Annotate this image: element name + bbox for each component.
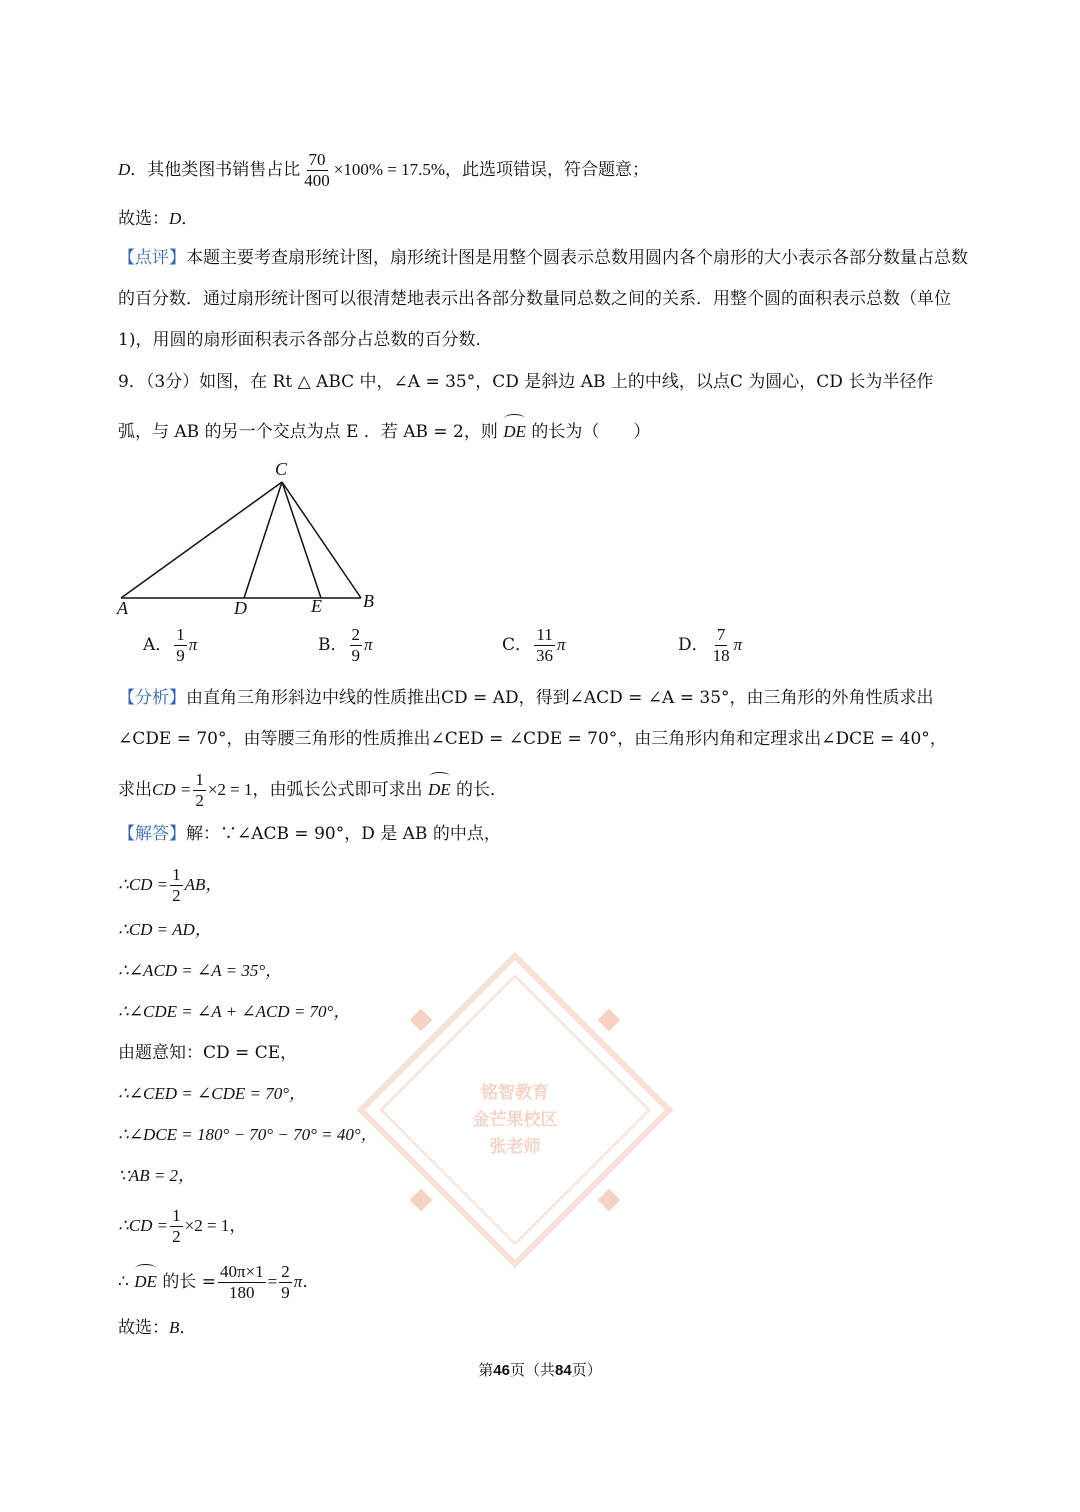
- arc-de-label: DE: [134, 1269, 157, 1295]
- option-label: D．: [678, 635, 709, 655]
- option-label: A．: [143, 635, 173, 655]
- analysis-line-1: [118, 685, 934, 711]
- fraction: [302, 150, 332, 191]
- option-label: C．: [502, 635, 533, 655]
- option-fraction: [534, 625, 555, 666]
- solution-step-2: ∴CD = AD，: [118, 920, 212, 939]
- pi-symbol: π: [188, 635, 198, 654]
- side-cb: [282, 482, 361, 598]
- fraction-denominator: 36: [536, 646, 554, 665]
- fraction-denominator: 9: [176, 646, 185, 665]
- equals-sign: =: [267, 1272, 278, 1291]
- solution-step-5: 由题意知：CD = CE，: [118, 1043, 298, 1063]
- question-text-end: 的长为（ ）: [531, 422, 651, 442]
- math: AB，: [184, 875, 223, 894]
- therefore-symbol: ∴: [118, 1272, 129, 1292]
- analysis-tag: 【分析】: [118, 688, 186, 708]
- watermark-text: [430, 1080, 600, 1161]
- footer-text: 页（共: [509, 1361, 555, 1379]
- option-text: ．其他类图书销售占比: [130, 160, 301, 180]
- fraction: [170, 865, 183, 906]
- arc-de-label: DE: [503, 419, 526, 445]
- fraction-numerator: 2: [351, 625, 360, 644]
- analysis-text: ×2 = 1，由弧长公式即可求出: [207, 780, 423, 799]
- solution-tag: 【解答】: [118, 824, 186, 844]
- answer-letter: B: [169, 1318, 180, 1337]
- solution-step-3: ∴∠ACD = ∠A = 35°，: [118, 961, 283, 980]
- fraction-numerator: 1: [176, 625, 185, 644]
- math: ×2 = 1，: [184, 1216, 247, 1235]
- analysis-line-3: [118, 770, 507, 811]
- question-text: 弧，与 AB 的另一个交点为点 E ．若 AB = 2，则: [118, 422, 498, 442]
- fraction-denominator: 18: [712, 646, 730, 665]
- fraction-numerator: 70: [308, 150, 326, 169]
- analysis-line-2: ∠CDE = 70°，由等腰三角形的性质推出∠CED = ∠CDE = 70°，由三角形内角和定理求出∠DCE = 40°，: [118, 729, 947, 749]
- solution-head: [118, 821, 501, 847]
- watermark-line: 张老师: [489, 1137, 541, 1157]
- fraction: [218, 1262, 266, 1303]
- pi-symbol: π: [364, 635, 373, 654]
- fraction-denominator: 180: [229, 1283, 255, 1302]
- fraction: [193, 770, 206, 811]
- watermark-line: 铭智教育: [481, 1083, 549, 1103]
- final-answer: [118, 1315, 196, 1341]
- previous-answer: [118, 206, 198, 232]
- segment-ce: [282, 482, 321, 598]
- fraction-numerator: 1: [195, 770, 204, 789]
- solution-step-8: ∵AB = 2，: [118, 1166, 196, 1185]
- fraction: [279, 1262, 292, 1303]
- fraction-numerator: 1: [172, 1206, 181, 1225]
- analysis-text: 由直角三角形斜边中线的性质推出CD = AD，得到∠ACD = ∠A = 35°，由三角形的外角性质求出: [186, 688, 934, 708]
- fraction-denominator: 400: [304, 171, 330, 190]
- total-pages: 84: [555, 1362, 572, 1379]
- answer-prefix: 故选：: [118, 209, 169, 229]
- percent-expression: ×100% = 17.5%: [333, 160, 446, 179]
- footer-text: 第: [478, 1361, 494, 1379]
- side-ac: [121, 482, 282, 598]
- option-fraction: [174, 625, 187, 666]
- fraction: [170, 1206, 183, 1247]
- solution-text: 解：∵∠ACB = 90°，D 是 AB 的中点，: [186, 824, 501, 844]
- analysis-text: 求出: [118, 780, 152, 800]
- triangle-figure: [110, 455, 400, 620]
- fraction-numerator: 7: [716, 625, 726, 644]
- watermark-line: 金芒果校区: [472, 1110, 558, 1130]
- question-line-1: 9．（3分）如图，在 Rt △ ABC 中，∠A = 35°，CD 是斜边 AB 上的中线，以点C 为圆心，CD 长为半径作: [118, 372, 934, 392]
- option-fraction: [711, 625, 732, 666]
- option-label: B．: [318, 635, 348, 655]
- fraction-denominator: 2: [195, 791, 204, 810]
- fraction-denominator: 2: [172, 1227, 181, 1246]
- label-b: B: [363, 591, 374, 611]
- option-c: [502, 625, 566, 666]
- arc-de-label: DE: [428, 777, 451, 803]
- page-number: 46: [493, 1362, 510, 1379]
- fraction-numerator: 11: [536, 625, 553, 644]
- option-d: [678, 625, 742, 666]
- solution-step-7: ∴∠DCE = 180° − 70° − 70° = 40°，: [118, 1125, 378, 1144]
- review-paragraph: [118, 238, 968, 361]
- solution-text: 的长 =: [162, 1272, 216, 1292]
- solution-step-6: ∴∠CED = ∠CDE = 70°，: [118, 1084, 307, 1103]
- fraction-denominator: 9: [351, 646, 360, 665]
- review-text: 本题主要考查扇形统计图，扇形统计图是用整个圆表示总数用圆内各个扇形的大小表示各部分数量占总数的百分数．通过扇形统计图可以很清楚地表示出各部分数量同总数之间的关系．用整个圆的面积表示总数（单位1)，用圆的扇形面积表示各部分占总数的百分数．: [118, 248, 968, 350]
- review-tag: 【点评】: [118, 248, 186, 268]
- answer-letter: D: [169, 209, 182, 228]
- answer-suffix: ．: [179, 1318, 197, 1338]
- answer-suffix: ．: [181, 209, 199, 229]
- option-letter: D: [118, 160, 131, 179]
- label-a: A: [117, 598, 128, 618]
- analysis-text-end: 的长．: [456, 780, 508, 800]
- solution-step-1: [118, 865, 222, 906]
- footer-text: 页）: [571, 1361, 602, 1379]
- option-fraction: [350, 625, 363, 666]
- fraction-denominator: 2: [172, 886, 181, 905]
- fraction-numerator: 2: [281, 1262, 290, 1281]
- page-footer: [0, 1359, 1080, 1380]
- label-e: E: [311, 596, 322, 616]
- option-b: [318, 625, 373, 666]
- answer-prefix: 故选：: [118, 1318, 169, 1338]
- option-conclusion: ，此选项错误，符合题意；: [445, 160, 650, 180]
- solution-step-9: [118, 1206, 246, 1247]
- fraction-numerator: 40π×1: [219, 1262, 264, 1281]
- solution-step-4: ∴∠CDE = ∠A + ∠ACD = 70°，: [118, 1002, 351, 1021]
- math: ∴CD =: [118, 1216, 169, 1235]
- math-cd: CD =: [152, 780, 192, 799]
- pi-symbol: π: [733, 635, 743, 654]
- label-c: C: [275, 459, 288, 479]
- question-line-2: [118, 419, 650, 445]
- option-d-explanation: [118, 150, 649, 191]
- fraction-denominator: 9: [281, 1283, 290, 1302]
- solution-step-10: [118, 1262, 319, 1303]
- option-a: [143, 625, 197, 666]
- label-d: D: [234, 598, 247, 618]
- pi-symbol: π: [557, 635, 566, 654]
- segment-cd: [244, 482, 282, 598]
- fraction-numerator: 1: [172, 865, 181, 884]
- math: π．: [293, 1272, 320, 1291]
- math: ∴CD =: [118, 875, 169, 894]
